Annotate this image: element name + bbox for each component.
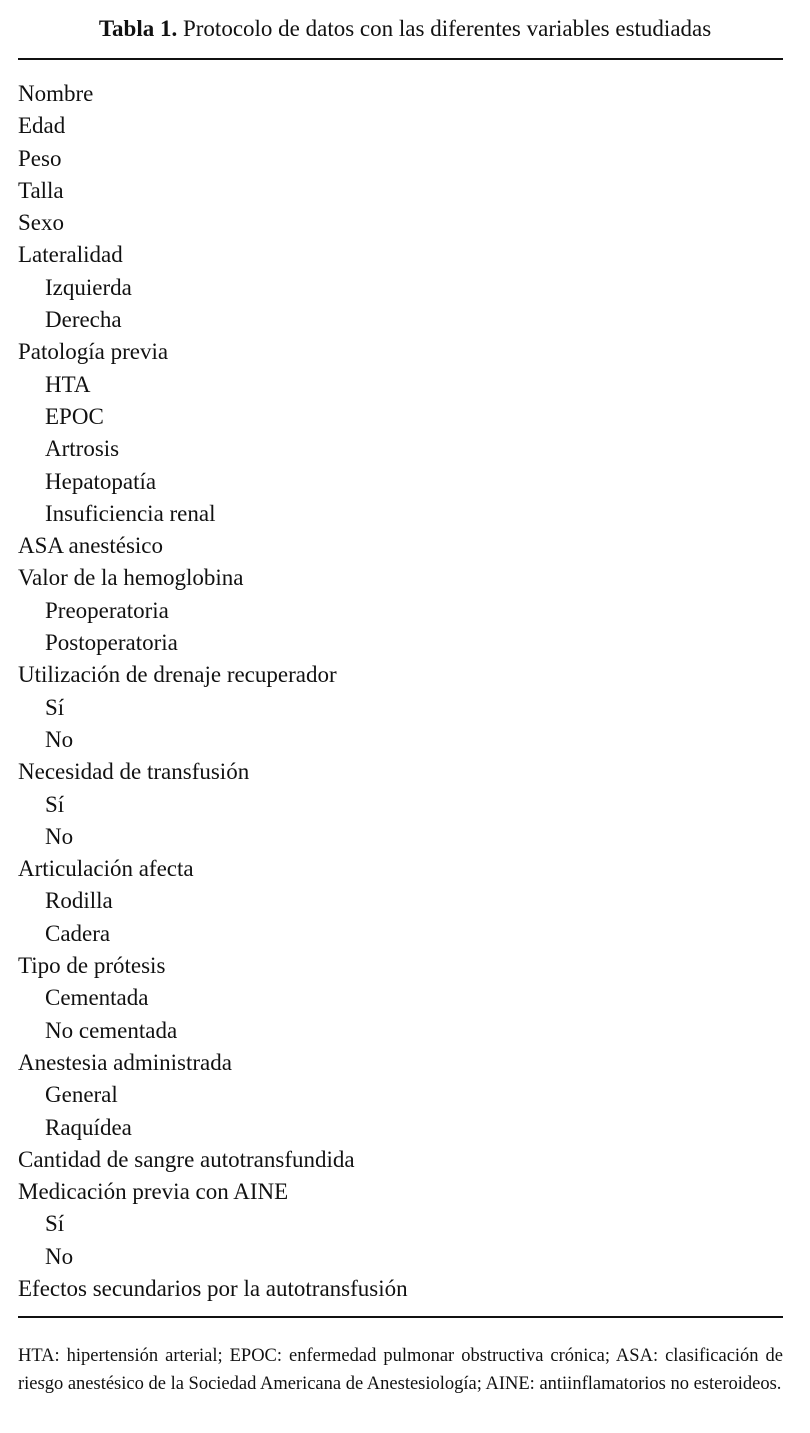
variable-item: Nombre <box>18 81 94 106</box>
sub-variable-item: Postoperatoria <box>45 630 178 656</box>
variable-item: Efectos secundarios por la autotransfusión <box>18 1275 408 1301</box>
sub-variable-item: No cementada <box>45 1017 178 1043</box>
variable-item: Peso <box>18 145 62 171</box>
top-rule <box>18 58 783 60</box>
variable-item: ASA anestésico <box>18 533 164 559</box>
sub-variable-item: Raquídea <box>45 1114 132 1140</box>
sub-variable-item: Derecha <box>45 307 122 333</box>
sub-variable-item: EPOC <box>45 403 104 429</box>
sub-variable-item: Artrosis <box>45 436 120 462</box>
table-caption-label: Tabla 1. <box>98 16 178 41</box>
sub-variable-item: No <box>45 823 74 849</box>
variable-list <box>18 78 788 1305</box>
sub-variable-item: No <box>45 726 74 752</box>
sub-variable-item: Sí <box>45 694 65 720</box>
variable-item: Sexo <box>18 210 64 236</box>
sub-variable-item: Rodilla <box>45 888 113 914</box>
sub-variable-item: Insuficiencia renal <box>45 500 216 526</box>
sub-variable-item: Preoperatoria <box>45 597 169 623</box>
sub-variable-item: No <box>45 1243 74 1269</box>
sub-variable-item: Izquierda <box>45 274 132 300</box>
sub-variable-item: Cadera <box>45 920 111 946</box>
variable-item: Articulación afecta <box>18 856 194 882</box>
table-footnote: HTA: hipertensión arterial; EPOC: enfermedad pulmonar obstructiva crónica; ASA: clasificación de riesgo anestésico de la Sociedad Americana de Anestesiología; AINE: antiinflamatorios no esteroideos. <box>18 1346 783 1394</box>
variable-item: Utilización de drenaje recuperador <box>18 662 337 688</box>
variable-item: Anestesia administrada <box>18 1049 232 1075</box>
sub-variable-item: Hepatopatía <box>45 468 157 494</box>
sub-variable-item: HTA <box>45 371 91 397</box>
table-caption <box>18 14 792 44</box>
sub-variable-item: Sí <box>45 791 65 817</box>
variable-item: Valor de la hemoglobina <box>18 565 244 591</box>
sub-variable-item: Cementada <box>45 985 149 1011</box>
table-caption-text: Protocolo de datos con las diferentes variables estudiadas <box>182 16 712 41</box>
sub-variable-item: General <box>45 1082 118 1108</box>
variable-item: Edad <box>18 113 66 139</box>
variable-item: Lateralidad <box>18 242 123 268</box>
variable-item: Medicación previa con AINE <box>18 1179 289 1205</box>
variable-item: Necesidad de transfusión <box>18 759 250 785</box>
variable-item: Tipo de prótesis <box>18 953 166 979</box>
variable-item: Cantidad de sangre autotransfundida <box>18 1146 355 1172</box>
sub-variable-item: Sí <box>45 1211 65 1237</box>
variable-item: Patología previa <box>18 339 169 365</box>
bottom-rule <box>18 1316 783 1318</box>
variable-item: Talla <box>18 177 64 203</box>
